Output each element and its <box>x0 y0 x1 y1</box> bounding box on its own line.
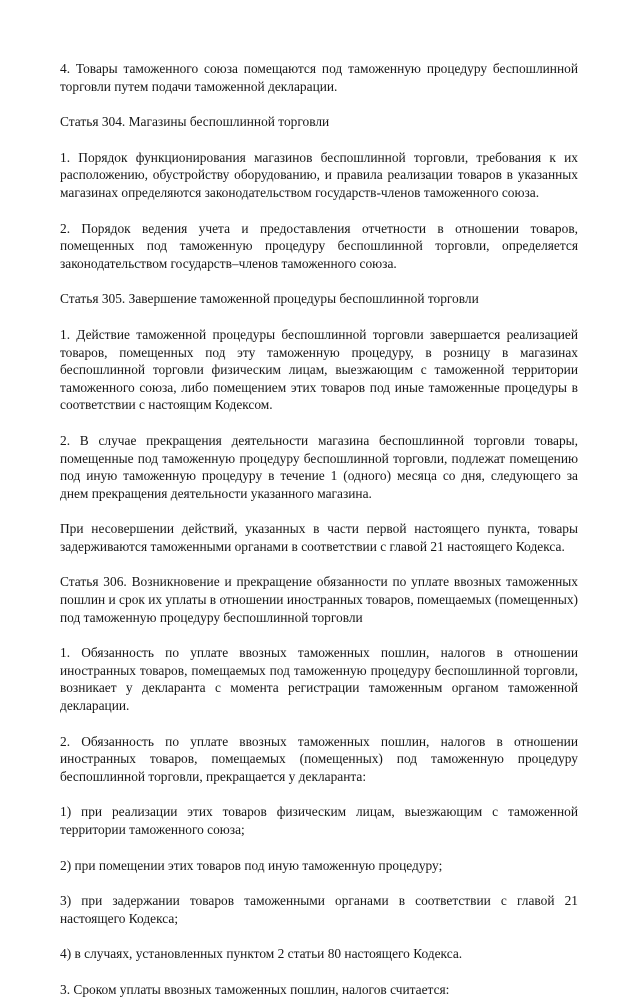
list-item-306-2-4: 4) в случаях, установленных пунктом 2 статьи 80 настоящего Кодекса. <box>60 946 463 962</box>
paragraph-303-4: 4. Товары таможенного союза помещаются под таможенную процедуру беспошлинной торговли путем подачи таможенной декларации. <box>60 61 578 94</box>
list-item-306-2-2: 2) при помещении этих товаров под иную таможенную процедуру; <box>60 857 443 873</box>
paragraph-305-2: 2. В случае прекращения деятельности магазина беспошлинной торговли товары, помещенные под таможенную процедуру беспошлинной торговли, подлежат помещению под иную таможенную процедуру в течение 1 (одного) месяца со дня, следующего за днем прекращения деятельности указанного магазина. <box>60 432 578 501</box>
paragraph-304-2: 2. Порядок ведения учета и предоставления отчетности в отношении товаров, помещенных под таможенную процедуру беспошлинной торговли, определяется законодательством государств–членов таможенного союза. <box>60 220 578 271</box>
paragraph-305-2-part2: При несовершении действий, указанных в части первой настоящего пункта, товары задерживаются таможенными органами в соответствии с главой 21 настоящего Кодекса. <box>60 521 578 554</box>
paragraph-304-1: 1. Порядок функционирования магазинов беспошлинной торговли, требования к их расположению, обустройству оборудованию, и правила реализации товаров в указанных магазинах определяются законодательством государств-членов таможенного союза. <box>60 149 578 200</box>
article-306-heading: Статья 306. Возникновение и прекращение обязанности по уплате ввозных таможенных пошлин и срок их уплаты в отношении иностранных товаров, помещаемых (помещенных) под таможенную процедуру беспошлинной торговли <box>60 574 578 625</box>
article-305-heading: Статья 305. Завершение таможенной процедуры беспошлинной торговли <box>60 291 479 307</box>
paragraph-306-3: 3. Сроком уплаты ввозных таможенных пошлин, налогов считается: <box>60 981 450 997</box>
list-item-306-2-3: 3) при задержании товаров таможенными органами в соответствии с главой 21 настоящего Кодекса; <box>60 893 578 926</box>
list-item-306-2-1: 1) при реализации этих товаров физическим лицам, выезжающим с таможенной территории таможенного союза; <box>60 804 578 837</box>
article-304-heading: Статья 304. Магазины беспошлинной торговли <box>60 114 330 130</box>
paragraph-305-1: 1. Действие таможенной процедуры беспошлинной торговли завершается реализацией товаров, помещенных под эту таможенную процедуру, в розницу в магазинах беспошлинной торговли физическим лицам, выезжающим с таможенной территории таможенного союза, либо помещением этих товаров под иные таможенные процедуры в соответствии с настоящим Кодексом. <box>60 326 578 413</box>
paragraph-306-2: 2. Обязанность по уплате ввозных таможенных пошлин, налогов в отношении иностранных товаров, помещаемых (помещенных) под таможенную процедуру беспошлинной торговли, прекращается у декларанта: <box>60 733 578 784</box>
paragraph-306-1: 1. Обязанность по уплате ввозных таможенных пошлин, налогов в отношении иностранных товаров, помещаемых под таможенную процедуру беспошлинной торговли, возникает у декларанта с момента регистрации таможенным органом таможенной декларации. <box>60 645 578 714</box>
